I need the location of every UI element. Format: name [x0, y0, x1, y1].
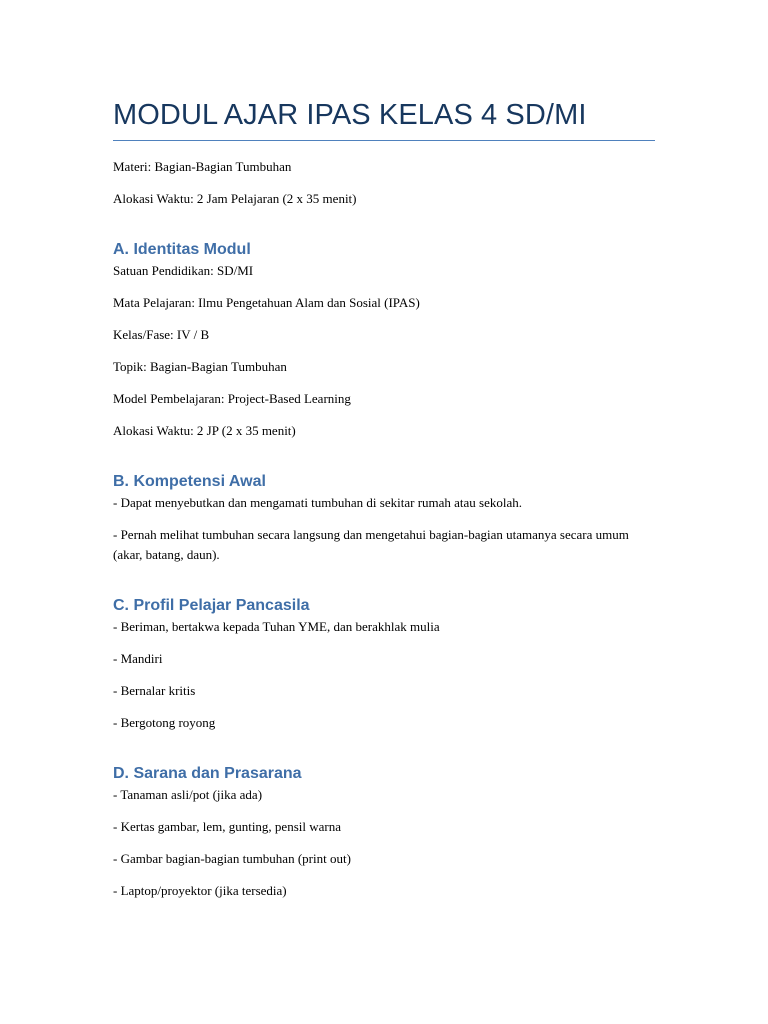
document-meta [113, 157, 655, 209]
section-item: - Laptop/proyektor (jika tersedia) [113, 883, 287, 898]
section-item: - Gambar bagian-bagian tumbuhan (print out) [113, 851, 351, 866]
section-kompetensi-awal [113, 471, 655, 565]
section-item: - Bergotong royong [113, 715, 216, 730]
section-item: - Dapat menyebutkan dan mengamati tumbuhan di sekitar rumah atau sekolah. [113, 495, 523, 510]
section-item: Mata Pelajaran: Ilmu Pengetahuan Alam dan Sosial (IPAS) [113, 295, 420, 310]
section-sarana-prasarana [113, 763, 655, 901]
section-item: - Kertas gambar, lem, gunting, pensil warna [113, 819, 341, 834]
section-item: Alokasi Waktu: 2 JP (2 x 35 menit) [113, 423, 296, 438]
document-page [113, 97, 655, 901]
document-title: MODUL AJAR IPAS KELAS 4 SD/MI [113, 97, 655, 141]
section-heading: B. Kompetensi Awal [113, 473, 266, 490]
section-item: Kelas/Fase: IV / B [113, 327, 210, 342]
section-item: Topik: Bagian-Bagian Tumbuhan [113, 359, 287, 374]
section-item: Satuan Pendidikan: SD/MI [113, 263, 254, 278]
section-heading: A. Identitas Modul [113, 241, 251, 258]
section-item: Model Pembelajaran: Project-Based Learning [113, 391, 351, 406]
section-items [113, 261, 655, 441]
section-heading: D. Sarana dan Prasarana [113, 765, 302, 782]
section-items [113, 785, 655, 901]
section-items [113, 493, 655, 565]
section-item: - Tanaman asli/pot (jika ada) [113, 787, 263, 802]
section-profil-pelajar-pancasila [113, 595, 655, 733]
meta-alokasi-waktu: Alokasi Waktu: 2 Jam Pelajaran (2 x 35 menit) [113, 191, 357, 206]
section-item: - Mandiri [113, 651, 163, 666]
section-item: - Beriman, bertakwa kepada Tuhan YME, dan berakhlak mulia [113, 619, 440, 634]
meta-materi: Materi: Bagian-Bagian Tumbuhan [113, 159, 292, 174]
section-items [113, 617, 655, 733]
section-item: - Bernalar kritis [113, 683, 196, 698]
section-heading: C. Profil Pelajar Pancasila [113, 597, 310, 614]
section-item: - Pernah melihat tumbuhan secara langsung dan mengetahui bagian-bagian utamanya secara umum (akar, batang, daun). [113, 527, 629, 562]
section-identitas-modul [113, 239, 655, 441]
